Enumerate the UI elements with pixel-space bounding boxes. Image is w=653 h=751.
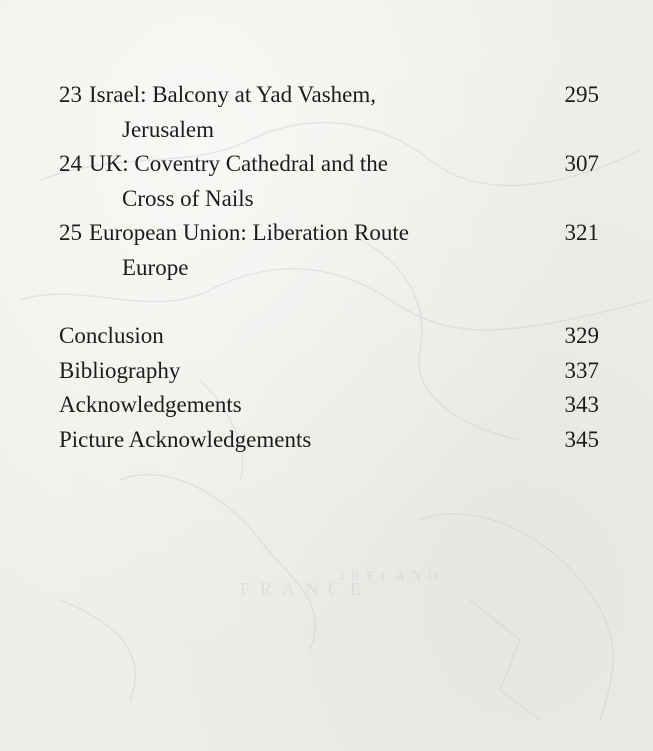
- page-number: 337: [564, 357, 599, 383]
- chapter-title-line2: Jerusalem: [122, 116, 214, 142]
- chapter-title-line1: European Union: Liberation Route: [89, 220, 410, 245]
- page-number: 329: [564, 323, 599, 348]
- toc-entry-chapter-23[interactable]: [59, 78, 599, 147]
- chapter-number: 25: [59, 220, 82, 245]
- toc-entry-title: Bibliography: [59, 357, 181, 383]
- page-number: 307: [564, 151, 599, 176]
- chapter-title-line1: Israel: Balcony at Yad Vashem,: [89, 82, 377, 107]
- toc-entry-chapter-24[interactable]: [59, 147, 599, 216]
- toc-entry-bibliography[interactable]: [59, 354, 599, 389]
- chapter-number: 24: [59, 151, 82, 176]
- chapter-title-line2: Cross of Nails: [122, 185, 254, 211]
- toc-entry-title: [59, 147, 509, 182]
- page-number: 345: [564, 426, 599, 452]
- page-number: 295: [564, 82, 599, 107]
- toc-entry-title: Picture Acknowledgements: [59, 426, 312, 452]
- toc-entry-title: [59, 216, 509, 251]
- section-spacer: [59, 285, 599, 319]
- watermark-country-ireland: IRELAND: [340, 569, 444, 584]
- chapter-title-line1: UK: Coventry Cathedral and the: [89, 151, 388, 176]
- watermark-country-france: FRANCE: [240, 579, 372, 599]
- chapter-title-line2: Europe: [122, 254, 189, 280]
- page-number: 321: [564, 220, 599, 245]
- toc-entry-chapter-25[interactable]: [59, 216, 599, 285]
- toc-entry-title: [59, 78, 509, 113]
- toc-entry-title: Acknowledgements: [59, 392, 242, 417]
- toc-entry-picture-acknowledgements[interactable]: [59, 423, 599, 458]
- toc-entry-conclusion[interactable]: [59, 319, 599, 354]
- toc-entry-acknowledgements[interactable]: [59, 388, 599, 423]
- toc-entry-title: Conclusion: [59, 323, 164, 348]
- table-of-contents: [59, 78, 599, 457]
- chapter-number: 23: [59, 82, 82, 107]
- page-number: 343: [564, 392, 599, 417]
